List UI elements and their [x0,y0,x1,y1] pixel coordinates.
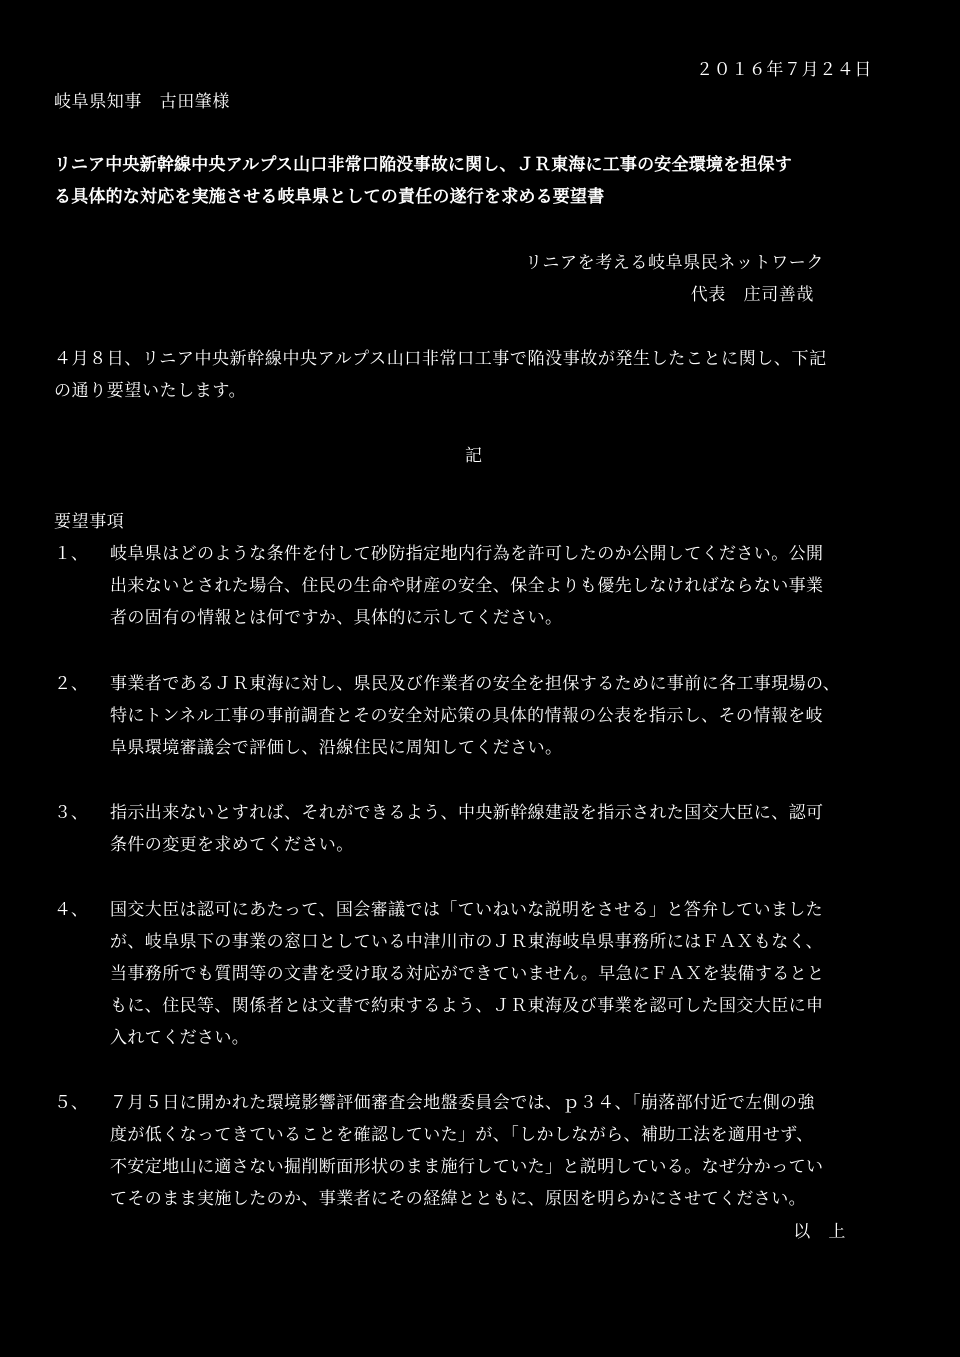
item-number: １、 [54,544,88,564]
item-text-line: てそのまま実施したのか、事業者にその経緯とともに、原因を明らかにさせてください。 [110,1189,806,1209]
document-date: ２０１６年７月２４日 [696,60,872,80]
item-text-line: 者の固有の情報とは何ですか、具体的に示してください。 [110,608,563,628]
section-heading: 要望事項 [54,512,125,532]
closing-mark: 以 上 [793,1222,846,1242]
sender-representative: 代表 庄司善哉 [690,285,814,305]
item-text-line: が、岐阜県下の事業の窓口としている中津川市のＪＲ東海岐阜県事務所にはＦＡＸもなく、 [110,932,824,952]
item-text-line: ７月５日に開かれた環境影響評価審査会地盤委員会では、ｐ３４、「崩落部付近で左側の強 [110,1093,815,1113]
item-text-line: もに、住民等、関係者とは文書で約束するよう、ＪＲ東海及び事業を認可した国交大臣に申 [110,996,824,1016]
item-text-line: 指示出来ないとすれば、それができるよう、中央新幹線建設を指示された国交大臣に、認可 [110,803,824,823]
item-text-line: 国交大臣は認可にあたって、国会審議では「ていねいな説明をさせる」と答弁していました [110,900,824,920]
item-text-line: 事業者であるＪＲ東海に対し、県民及び作業者の安全を担保するために事前に各工事現場の、 [110,674,841,694]
item-text-line: 岐阜県はどのような条件を付して砂防指定地内行為を許可したのか公開してください。公開 [110,544,824,564]
item-text-line: 特にトンネル工事の事前調査とその安全対応策の具体的情報の公表を指示し、その情報を岐 [110,706,823,726]
addressee: 岐阜県知事 古田肇様 [54,92,230,112]
intro-line-1: ４月８日、リニア中央新幹線中央アルプス山口非常口工事で陥没事故が発生したことに関し、下記 [54,349,827,369]
sender-organization: リニアを考える岐阜県民ネットワーク [525,253,824,273]
item-number: ５、 [54,1093,88,1113]
item-text-line: 出来ないとされた場合、住民の生命や財産の安全、保全よりも優先しなければならない事業 [110,576,824,596]
item-text-line: 条件の変更を求めてください。 [110,835,354,855]
document-title-line-2: る具体的な対応を実施させる岐阜県としての責任の遂行を求める要望書 [54,187,605,207]
item-number: ３、 [54,803,88,823]
intro-line-2: の通り要望いたします。 [54,381,247,401]
item-number: ４、 [54,900,88,920]
ki-marker: 記 [465,446,483,466]
item-text-line: 当事務所でも質問等の文書を受け取る対応ができていません。早急にＦＡＸを装備するとと [110,964,825,984]
item-text-line: 不安定地山に適さない掘削断面形状のまま施行していた」と説明している。なぜ分かってい [110,1157,824,1177]
item-number: ２、 [54,674,88,694]
item-text-line: 入れてください。 [110,1028,250,1048]
item-text-line: 度が低くなってきていることを確認していた」が、「しかしながら、補助工法を適用せず、 [110,1125,814,1145]
item-text-line: 阜県環境審議会で評価し、沿線住民に周知してください。 [110,738,563,758]
document-title-line-1: リニア中央新幹線中央アルプス山口非常口陥没事故に関し、ＪＲ東海に工事の安全環境を担保す [54,155,792,175]
